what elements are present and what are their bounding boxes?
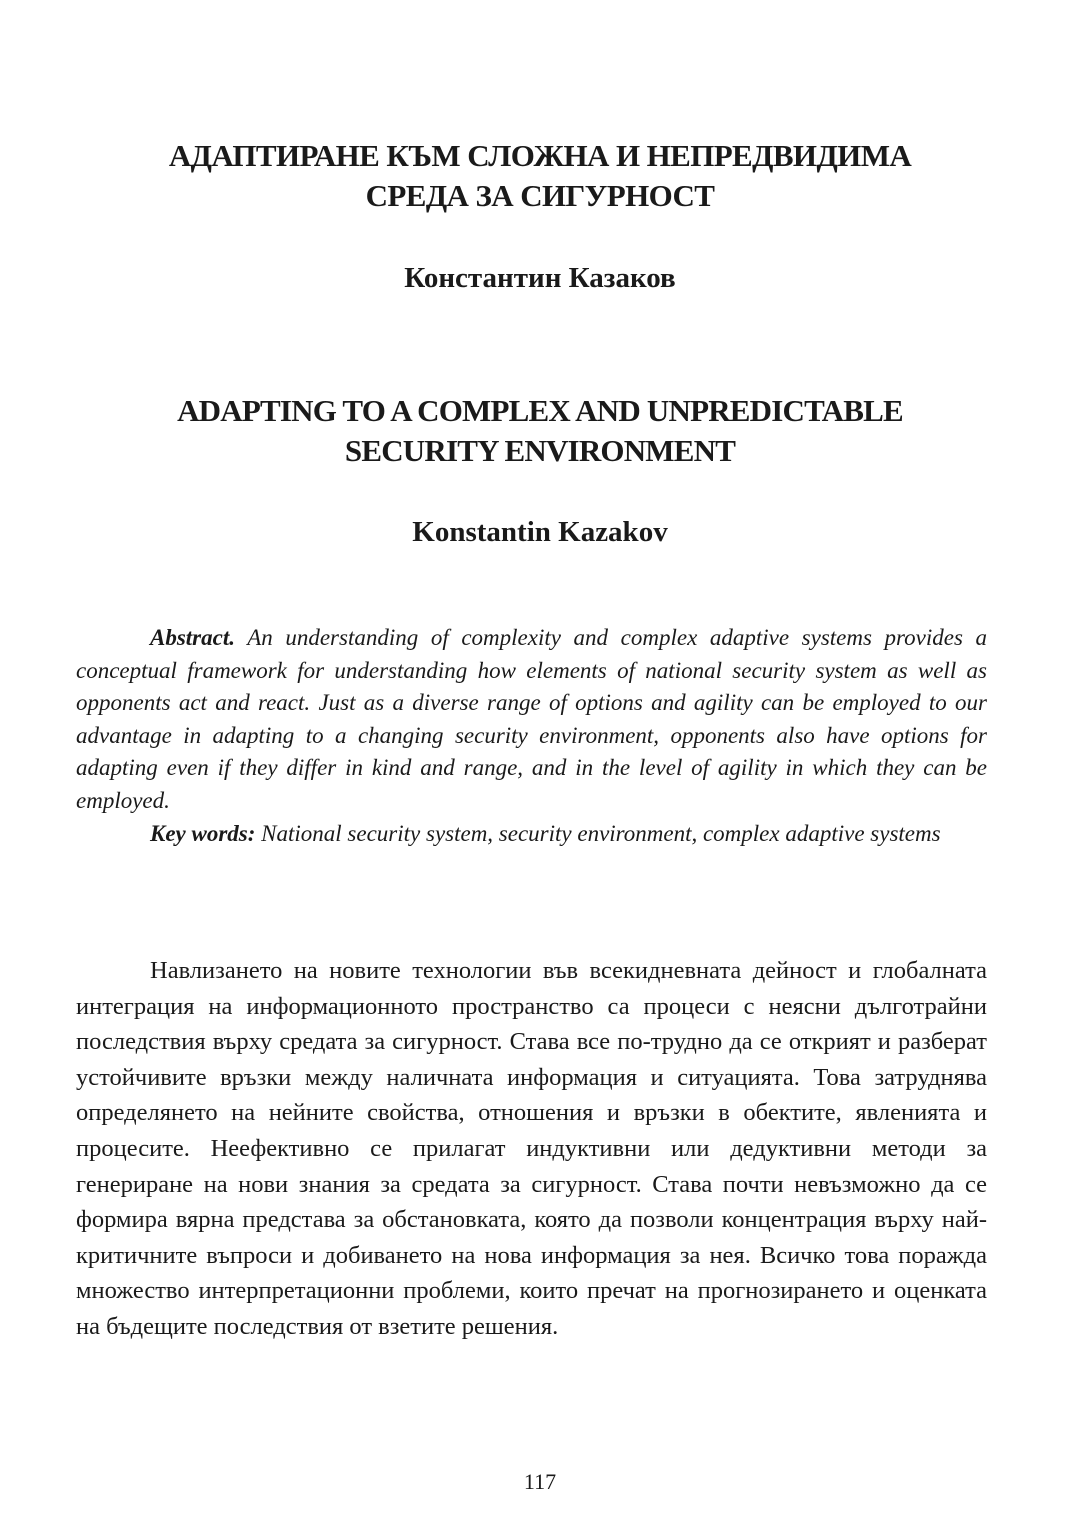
abstract-section <box>76 622 987 850</box>
abstract-text: An understanding of complexity and complex adaptive systems provides a conceptual framework for understanding how elements of national security system as well as opponents act and react. Just as a diverse range of options and agility can be employed to our advantage in adapting to a changing security environment, opponents also have options for adapting even if they differ in kind and range, and in the level of agility in which they can be employed. <box>76 625 988 813</box>
abstract-paragraph <box>76 622 987 818</box>
page-number: 117 <box>523 1469 557 1494</box>
title-bg-line-2: СРЕДА ЗА СИГУРНОСТ <box>365 178 715 213</box>
abstract-label: Abstract. <box>150 625 235 650</box>
title-en-line-1: ADAPTING TO A COMPLEX AND UNPREDICTABLE <box>177 393 903 428</box>
keywords-label: Key words: <box>150 820 256 846</box>
keywords-paragraph <box>76 818 987 851</box>
author-name-bulgarian: Константин Казаков <box>404 262 676 294</box>
title-bg-line-1: АДАПТИРАНЕ КЪМ СЛОЖНА И НЕПРЕДВИДИМА <box>168 138 912 173</box>
body-paragraph: Навлизането на новите технологии във всекидневната дейност и глобалната интеграция на информационното пространство са процеси с неясни дълготрайни последствия върху средата за сигурност. Става все по-трудно да се открият и разберат устойчивите връзки между наличната информация и ситуацията. Това затруднява определянето на нейните свойства, отношения и връзки в обектите, явленията и процесите. Неефективно се прилагат индуктивни или дедуктивни методи за генериране на нови знания за средата за сигурност. Става почти невъзможно да се формира вярна представа за обстановката, която да позволи концентрация върху най-критичните въпроси и добиването на нова информация за нея. Всичко това поражда множество интерпретационни проблеми, които пречат на прогнозирането и оценката на бъдещите последствия от взетите решения. <box>76 957 987 1340</box>
body-section <box>76 953 987 1345</box>
keywords-text: National security system, security environment, complex adaptive systems <box>261 820 941 846</box>
title-en-line-2: SECURITY ENVIRONMENT <box>344 433 736 468</box>
paper-title-english <box>0 391 1080 471</box>
author-name-english: Konstantin Kazakov <box>412 516 668 548</box>
paper-title-bulgarian <box>0 136 1080 216</box>
